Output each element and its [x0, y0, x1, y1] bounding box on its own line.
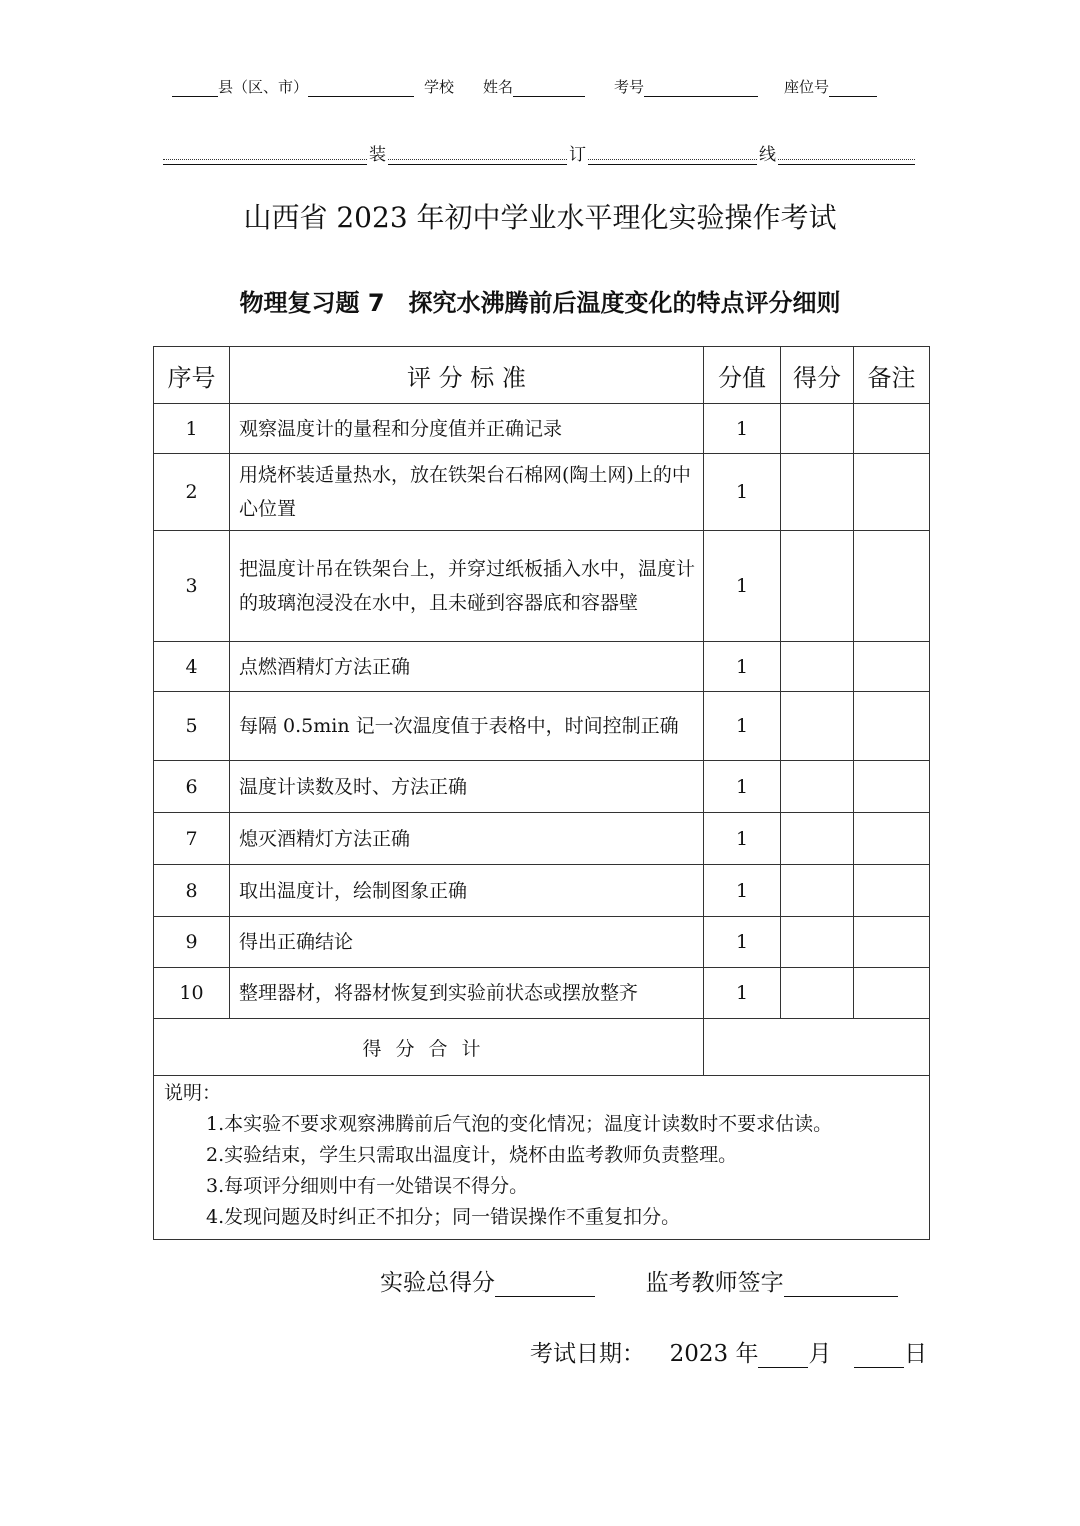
row-index: 2	[154, 454, 230, 531]
score-cell[interactable]	[781, 761, 854, 813]
table-row	[154, 917, 930, 968]
binding-char-left: 装	[367, 140, 388, 165]
name-label: 姓名	[483, 78, 514, 96]
proctor-signature-label: 监考教师签字	[645, 1270, 784, 1296]
seat-no-label: 座位号	[784, 78, 830, 96]
row-index: 8	[154, 865, 230, 917]
seat-no-blank[interactable]	[829, 80, 877, 97]
table-row	[154, 454, 930, 531]
header-info-fields	[172, 76, 912, 100]
binding-char-middle: 订	[567, 140, 588, 165]
row-criteria: 点燃酒精灯方法正确	[230, 642, 704, 692]
table-row	[154, 692, 930, 761]
row-points: 1	[704, 813, 781, 865]
row-criteria: 取出温度计，绘制图象正确	[230, 865, 704, 917]
footer-score-line	[380, 1264, 898, 1297]
county-label: 县（区、市）	[218, 78, 309, 96]
day-blank[interactable]	[854, 1345, 904, 1368]
proctor-signature-blank[interactable]	[784, 1274, 898, 1297]
header-remarks: 备注	[854, 347, 930, 404]
school-label: 学校	[424, 78, 455, 96]
row-points: 1	[704, 761, 781, 813]
total-score-cell[interactable]	[704, 1019, 930, 1076]
score-cell[interactable]	[781, 865, 854, 917]
row-points: 1	[704, 531, 781, 642]
row-index: 6	[154, 761, 230, 813]
row-criteria: 温度计读数及时、方法正确	[230, 761, 704, 813]
binding-solid-rule	[163, 164, 915, 165]
note-item: 3.每项评分细则中有一处错误不得分。	[206, 1175, 529, 1197]
remarks-cell[interactable]	[854, 454, 930, 531]
month-blank[interactable]	[758, 1345, 808, 1368]
row-index: 10	[154, 968, 230, 1019]
row-points: 1	[704, 968, 781, 1019]
exam-no-label: 考号	[614, 78, 645, 96]
score-cell[interactable]	[781, 968, 854, 1019]
exam-no-blank[interactable]	[644, 80, 758, 97]
table-row	[154, 642, 930, 692]
binding-line	[163, 140, 915, 166]
table-header-row	[154, 347, 930, 404]
binding-dotted-rule	[163, 159, 915, 160]
scoring-table	[153, 346, 930, 1240]
row-index: 1	[154, 404, 230, 454]
school-blank[interactable]	[308, 80, 414, 97]
total-score-label: 实验总得分	[380, 1270, 495, 1296]
row-index: 5	[154, 692, 230, 761]
row-points: 1	[704, 454, 781, 531]
row-points: 1	[704, 865, 781, 917]
table-row	[154, 865, 930, 917]
score-cell[interactable]	[781, 531, 854, 642]
score-cell[interactable]	[781, 917, 854, 968]
score-cell[interactable]	[781, 692, 854, 761]
row-points: 1	[704, 404, 781, 454]
remarks-cell[interactable]	[854, 917, 930, 968]
table-row	[154, 968, 930, 1019]
footer-date-line	[530, 1335, 927, 1368]
page-subtitle: 物理复习题 7 探究水沸腾前后温度变化的特点评分细则	[239, 289, 841, 317]
notes-heading: 说明：	[164, 1082, 222, 1104]
row-criteria: 用烧杯装适量热水，放在铁架台石棉网(陶土网)上的中心位置	[230, 454, 704, 531]
binding-char-right: 线	[757, 140, 778, 165]
note-item: 2.实验结束，学生只需取出温度计，烧杯由监考教师负责整理。	[206, 1144, 738, 1166]
page-title: 山西省 2023 年初中学业水平理化实验操作考试	[243, 201, 837, 234]
table-row	[154, 813, 930, 865]
remarks-cell[interactable]	[854, 531, 930, 642]
remarks-cell[interactable]	[854, 813, 930, 865]
total-row	[154, 1019, 930, 1076]
row-criteria: 得出正确结论	[230, 917, 704, 968]
seat-no-field	[784, 76, 877, 97]
month-label: 月	[808, 1341, 832, 1367]
row-points: 1	[704, 917, 781, 968]
score-cell[interactable]	[781, 404, 854, 454]
score-cell[interactable]	[781, 813, 854, 865]
exam-date-label: 考试日期：	[530, 1341, 645, 1367]
note-item: 1.本实验不要求观察沸腾前后气泡的变化情况；温度计读数时不要求估读。	[206, 1113, 833, 1135]
total-label: 得分合计	[154, 1019, 704, 1076]
notes-row	[154, 1076, 930, 1240]
day-label: 日	[904, 1341, 928, 1367]
county-blank[interactable]	[172, 80, 218, 97]
row-points: 1	[704, 692, 781, 761]
row-index: 9	[154, 917, 230, 968]
score-cell[interactable]	[781, 454, 854, 531]
name-field	[483, 76, 585, 97]
notes-cell	[154, 1076, 930, 1240]
header-score: 得分	[781, 347, 854, 404]
exam-no-field	[614, 76, 758, 97]
header-points: 分值	[704, 347, 781, 404]
remarks-cell[interactable]	[854, 642, 930, 692]
row-criteria: 整理器材，将器材恢复到实验前状态或摆放整齐	[230, 968, 704, 1019]
remarks-cell[interactable]	[854, 865, 930, 917]
exam-year: 2023 年	[669, 1341, 759, 1367]
score-cell[interactable]	[781, 642, 854, 692]
table-row	[154, 531, 930, 642]
row-points: 1	[704, 642, 781, 692]
row-criteria: 每隔 0.5min 记一次温度值于表格中，时间控制正确	[230, 692, 704, 761]
note-item: 4.发现问题及时纠正不扣分；同一错误操作不重复扣分。	[206, 1206, 681, 1228]
row-criteria: 观察温度计的量程和分度值并正确记录	[230, 404, 704, 454]
row-criteria: 熄灭酒精灯方法正确	[230, 813, 704, 865]
header-criteria: 评 分 标 准	[230, 347, 704, 404]
remarks-cell[interactable]	[854, 692, 930, 761]
row-index: 4	[154, 642, 230, 692]
header-index: 序号	[154, 347, 230, 404]
county-field	[172, 76, 414, 97]
total-score-blank[interactable]	[495, 1274, 595, 1297]
remarks-cell[interactable]	[854, 761, 930, 813]
table-row	[154, 404, 930, 454]
row-index: 3	[154, 531, 230, 642]
row-index: 7	[154, 813, 230, 865]
remarks-cell[interactable]	[854, 404, 930, 454]
table-row	[154, 761, 930, 813]
row-criteria: 把温度计吊在铁架台上，并穿过纸板插入水中，温度计的玻璃泡浸没在水中，且未碰到容器底和容器壁	[230, 531, 704, 642]
remarks-cell[interactable]	[854, 968, 930, 1019]
name-blank[interactable]	[513, 80, 585, 97]
